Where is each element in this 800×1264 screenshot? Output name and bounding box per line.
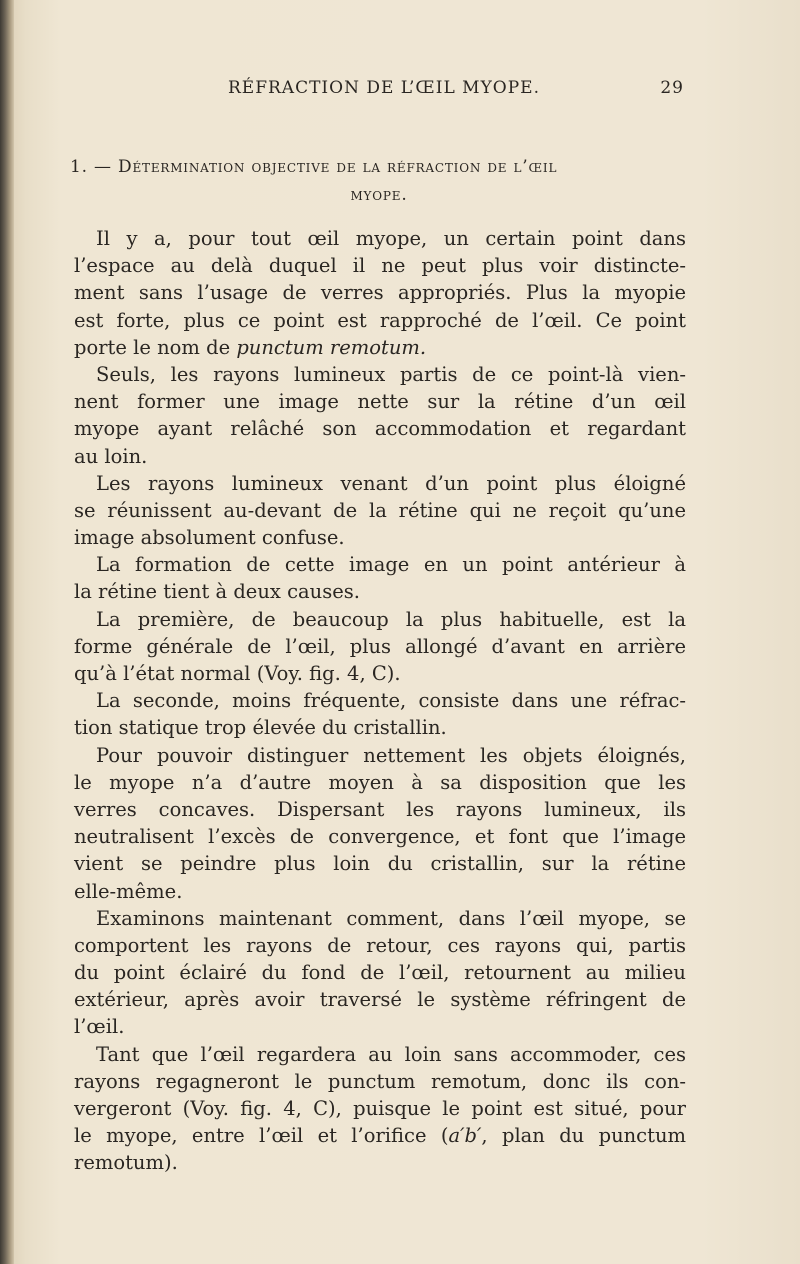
text-line xyxy=(74,660,686,687)
text-line-content: La seconde, moins fréquente, consiste dans une réfrac- xyxy=(96,689,686,713)
text-line-content: l’œil. xyxy=(74,1015,125,1039)
text-line-content: nent former une image nette sur la rétine d’un œil xyxy=(74,390,686,414)
text-line-content: Seuls, les rayons lumineux partis de ce point-là vien- xyxy=(96,362,686,386)
text-line-content: la rétine tient à deux causes. xyxy=(74,580,360,604)
text-line xyxy=(74,361,686,388)
text-line-content: Examinons maintenant comment, dans l’œil myope, se xyxy=(96,906,686,930)
text-line-content: porte le nom de xyxy=(74,335,237,359)
text-line xyxy=(74,252,686,279)
text-line-content: elle-même. xyxy=(74,879,183,903)
text-line-content: ment sans l’usage de verres appropriés. Plus la myopie xyxy=(74,281,686,305)
text-line xyxy=(74,796,686,823)
text-line xyxy=(74,524,686,551)
text-line xyxy=(74,497,686,524)
text-line xyxy=(74,714,686,741)
text-line-content: l’espace au delà duquel il ne peut plus voir distincte- xyxy=(74,254,686,278)
text-line-content: le myope n’a d’autre moyen à sa disposition que les xyxy=(74,770,686,794)
text-line-content: du point éclairé du fond de l’œil, retournent au milieu xyxy=(74,961,686,985)
text-line xyxy=(74,415,686,442)
text-line-content: Il y a, pour tout œil myope, un certain point dans xyxy=(96,227,686,250)
section-heading-line-1: 1. — Détermination objective de la réfraction de l’œil xyxy=(70,157,558,177)
text-line-content: Pour pouvoir distinguer nettement les objets éloignés, xyxy=(96,743,686,767)
text-line-content: tion statique trop élevée du cristallin. xyxy=(74,716,447,740)
text-line-content: est forte, plus ce point est rapproché de l’œil. Ce point xyxy=(74,308,686,332)
text-line xyxy=(74,823,686,850)
text-line-content: neutralisent l’excès de convergence, et font que l’image xyxy=(74,825,686,849)
text-line xyxy=(74,1013,686,1040)
text-line-content: se réunissent au-devant de la rétine qui ne reçoit qu’une xyxy=(74,498,686,522)
text-line-content: extérieur, après avoir traversé le système réfringent de xyxy=(74,988,686,1012)
text-line xyxy=(74,606,686,633)
text-line xyxy=(74,633,686,660)
text-line-content: image absolument confuse. xyxy=(74,526,345,550)
text-line xyxy=(74,769,686,796)
text-line-content: le myope, entre l’œil et l’orifice ( xyxy=(74,1124,449,1148)
italic-term: punctum remotum. xyxy=(236,335,427,359)
text-line xyxy=(74,878,686,905)
text-line-content: au loin. xyxy=(74,444,148,468)
italic-term: a′b′ xyxy=(448,1124,482,1148)
running-header xyxy=(228,78,688,104)
text-line xyxy=(74,687,686,714)
text-line xyxy=(74,742,686,769)
section-heading-line-2: myope. xyxy=(350,185,408,205)
text-line xyxy=(74,307,686,334)
text-line-content: vergeront (Voy. fig. 4, C), puisque le point est situé, pour xyxy=(74,1097,686,1120)
text-line-content: vient se peindre plus loin du cristallin, sur la rétine xyxy=(74,852,686,876)
text-line xyxy=(74,279,686,306)
text-line xyxy=(74,388,686,415)
text-line-tail: , plan du punctum xyxy=(481,1124,686,1148)
text-line xyxy=(74,986,686,1013)
text-line-content: La première, de beaucoup la plus habituelle, est la xyxy=(96,607,686,631)
text-line xyxy=(74,850,686,877)
text-line-content: Les rayons lumineux venant d’un point plus éloigné xyxy=(96,471,686,495)
text-line xyxy=(74,334,686,361)
text-line xyxy=(74,905,686,932)
text-line xyxy=(74,443,686,470)
text-line xyxy=(74,1122,686,1149)
text-line-content: Tant que l’œil regardera au loin sans accommoder, ces xyxy=(96,1042,686,1066)
text-line xyxy=(74,1068,686,1095)
text-line-content: verres concaves. Dispersant les rayons lumineux, ils xyxy=(74,797,686,821)
text-line-content: qu’à l’état normal (Voy. fig. 4, C). xyxy=(74,662,401,685)
text-line-content: myope ayant relâché son accommodation et regardant xyxy=(74,417,686,441)
text-line xyxy=(74,1041,686,1068)
section-heading xyxy=(70,153,688,209)
book-spine-edge xyxy=(0,0,14,1264)
text-line xyxy=(74,959,686,986)
running-title: RÉFRACTION DE L’ŒIL MYOPE. xyxy=(228,78,540,98)
text-line xyxy=(74,578,686,605)
text-line-content: La formation de cette image en un point antérieur à xyxy=(96,553,686,577)
text-line xyxy=(74,932,686,959)
text-line xyxy=(74,1095,686,1122)
text-line-content: comportent les rayons de retour, ces rayons qui, partis xyxy=(74,933,686,957)
text-line-content: forme générale de l’œil, plus allongé d’avant en arrière xyxy=(74,634,686,658)
text-line xyxy=(74,551,686,578)
text-line xyxy=(74,225,686,252)
text-line xyxy=(74,1149,686,1176)
text-line xyxy=(74,470,686,497)
text-line-content: remotum). xyxy=(74,1151,178,1175)
text-line-content: rayons regagneront le punctum remotum, donc ils con- xyxy=(74,1069,686,1093)
page-number: 29 xyxy=(660,78,684,98)
body-text xyxy=(74,225,686,1177)
